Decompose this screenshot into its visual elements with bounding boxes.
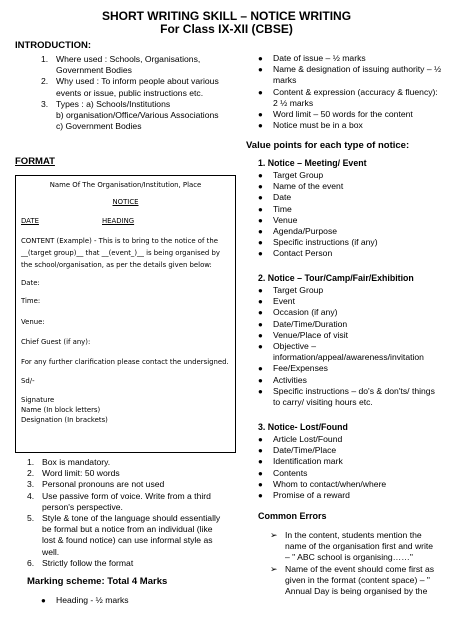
page-subtitle: For Class IX-XII (CBSE): [160, 22, 293, 36]
marking-list-right: [258, 53, 443, 131]
list-item: ● Notice must be in a box: [258, 120, 363, 131]
list-item: 1. Box is mandatory.: [27, 457, 111, 467]
content-line: the school/organisation, as per the details given below:: [21, 261, 212, 269]
introduction-list: [41, 54, 246, 132]
list-item: ● Specific instructions (if any): [258, 237, 378, 248]
list-item: ● Agenda/Purpose: [258, 226, 338, 237]
name-line: Name (In block letters): [21, 406, 101, 414]
list-item: ➢ Name of the event should come first as given in the format (content space) – " Annual Day is being organised by the: [270, 563, 435, 597]
list-item: ● Name of the event: [258, 181, 344, 192]
list-item: 5. Style & tone of the language should essentially be formal but a notice from an individual (like lost & found notice) can use informal style as well.: [27, 513, 221, 557]
format-heading: FORMAT: [15, 156, 55, 167]
list-item: ● Fee/Expenses: [258, 363, 328, 374]
list-item: ● Event: [258, 296, 295, 307]
list-item: ● Specific instructions – do's & don'ts/ things to carry/ visiting hours etc.: [258, 385, 435, 408]
org-line: Name Of The Organisation/Institution, Place: [49, 181, 202, 189]
list-item: ● Content & expression (accuracy & fluency): 2 ½ marks: [258, 86, 438, 108]
list-item: ● Word limit – 50 words for the content: [258, 109, 413, 120]
designation-line: Designation (In brackets): [21, 416, 108, 424]
list-item: 1. Where used : Schools, Organisations, Government Bodies: [41, 54, 201, 76]
value-points-heading: Value points for each type of notice:: [246, 140, 410, 151]
list-item: 2. Word limit: 50 words: [27, 468, 120, 479]
list-item: ● Identification mark: [258, 456, 343, 467]
notice-label: NOTICE: [112, 198, 139, 206]
list-item: 3. Personal pronouns are not used: [27, 479, 165, 490]
list-item: 2. Why used : To inform people about various events or issue, public instructions etc.: [41, 76, 219, 98]
signature-line: Signature: [21, 396, 55, 404]
section-list: [258, 434, 443, 501]
list-item: ● Date: [258, 192, 292, 203]
common-errors-list: [270, 530, 445, 597]
date-label: DATE: [21, 217, 39, 225]
list-item: ● Contents: [258, 467, 308, 478]
list-item: ● Venue: [258, 214, 298, 225]
list-item: 4. Use passive form of voice. Write from a third person's perspective.: [27, 490, 211, 512]
list-item: 3. Types : a) Schools/Institutions b) organisation/Office/Various Associations c) Government Bodies: [41, 98, 219, 132]
clarification-line: For any further clarification please contact the undersigned.: [21, 358, 229, 366]
common-errors-heading: Common Errors: [258, 511, 327, 521]
list-item: ● Target Group: [258, 285, 324, 295]
marking-heading: Marking scheme: Total 4 Marks: [27, 576, 168, 587]
list-item: ● Venue/Place of visit: [258, 329, 349, 340]
list-item: ● Contact Person: [258, 248, 333, 259]
heading-label: HEADING: [102, 217, 135, 225]
chief-guest-field: Chief Guest (if any):: [21, 338, 91, 346]
list-item: ● Heading - ½ marks: [41, 595, 129, 605]
arrow-icon: ➢: [270, 563, 278, 574]
list-item: ● Occasion (if any): [258, 307, 338, 318]
time-field: Time:: [21, 297, 41, 305]
introduction-heading: INTRODUCTION:: [15, 40, 91, 51]
list-item: ● Target Group: [258, 170, 324, 180]
list-item: ● Objective – information/appeal/awareness/invitation: [258, 341, 424, 363]
list-item: ● Activities: [258, 374, 307, 385]
rules-list: [27, 457, 238, 569]
content-line: __(target group)__ that __(event_)__ is being organised by: [21, 249, 220, 257]
notice-format-box: [15, 175, 236, 453]
marking-list-left: [41, 595, 129, 606]
list-item: ● Date/Time/Duration: [258, 318, 348, 329]
section-list: [258, 285, 448, 408]
section-list: [258, 170, 443, 260]
venue-field: Venue:: [21, 318, 45, 326]
date-field: Date:: [21, 279, 40, 287]
list-item: ● Date/Time/Place: [258, 445, 337, 456]
section-title: 2. Notice – Tour/Camp/Fair/Exhibition: [258, 273, 414, 283]
section-title: 3. Notice- Lost/Found: [258, 422, 348, 432]
list-item: ➢ In the content, students mention the name of the organisation first and write – " ABC school is organising……": [270, 530, 434, 563]
list-item: ● Time: [258, 203, 292, 214]
list-item: ● Article Lost/Found: [258, 434, 343, 444]
list-item: 6. Strictly follow the format: [27, 557, 134, 568]
list-item: ● Date of issue – ½ marks: [258, 53, 366, 63]
content-line: CONTENT (Example) - This is to bring to the notice of the: [21, 237, 218, 245]
arrow-icon: ➢: [270, 530, 278, 540]
page-title: SHORT WRITING SKILL – NOTICE WRITING: [101, 9, 352, 23]
list-item: ● Promise of a reward: [258, 490, 350, 501]
sd-line: Sd/-: [21, 377, 35, 385]
section-title: 1. Notice – Meeting/ Event: [258, 158, 367, 168]
list-item: ● Name & designation of issuing authority – ½ marks: [258, 64, 442, 86]
list-item: ● Whom to contact/when/where: [258, 478, 387, 489]
